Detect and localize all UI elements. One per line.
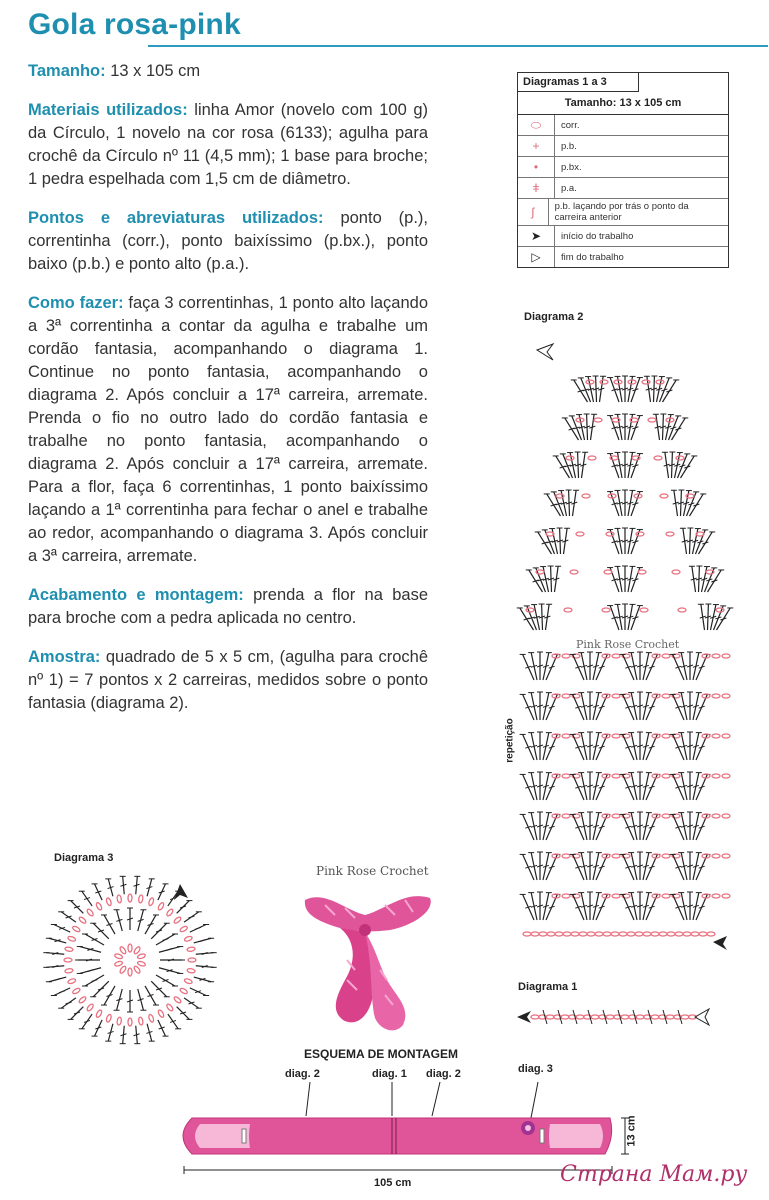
chain-stitch-mark: [546, 1015, 554, 1019]
chain-stitch-mark: [702, 854, 710, 858]
chain-stitch-mark: [652, 734, 660, 738]
chain-stitch-mark: [588, 456, 596, 460]
chain-stitch-mark: [722, 854, 730, 858]
chain-stitch-mark: [678, 608, 686, 612]
chain-stitch-mark: [106, 1014, 112, 1023]
chain-stitch-mark: [612, 894, 620, 898]
legend-caption: Diagramas 1 a 3: [518, 73, 639, 92]
chain-stitch-mark: [86, 908, 94, 917]
chain-stitch-mark: [640, 608, 648, 612]
chain-stitch-mark: [702, 654, 710, 658]
chain-stitch-mark: [187, 968, 196, 973]
legend-row: [518, 115, 728, 136]
chain-stitch-mark: [660, 494, 668, 498]
legend-row: [518, 178, 728, 199]
chain-stitch-mark: [612, 734, 620, 738]
chain-stitch-mark: [652, 854, 660, 858]
chain-stitch-mark: [552, 654, 560, 658]
scarf-photo: [285, 870, 445, 1040]
chain-stitch-mark: [184, 936, 193, 942]
chain-stitch-mark: [612, 694, 620, 698]
chain-stitch-mark: [576, 1015, 584, 1019]
chain-stitch-mark: [552, 814, 560, 818]
back-loop-icon: ʃ: [518, 199, 549, 225]
chain-stitch-mark: [552, 694, 560, 698]
chain-stitch-mark: [562, 854, 570, 858]
chain-stitch-mark: [591, 1015, 599, 1019]
chain-stitch-mark: [611, 932, 619, 936]
chain-stitch-mark: [552, 734, 560, 738]
legend-row: [518, 136, 728, 157]
chain-stitch-mark: [699, 932, 707, 936]
chain-stitch-mark: [722, 694, 730, 698]
chain-stitch-mark: [552, 894, 560, 898]
chain-stitch-mark: [114, 961, 123, 967]
chain-stitch-mark: [562, 814, 570, 818]
chain-stitch-mark: [643, 932, 651, 936]
chain-stitch-mark: [602, 814, 610, 818]
howto-heading: Como fazer:: [28, 294, 124, 312]
photo-caption: Pink Rose Crochet: [316, 864, 429, 878]
diagram-1-chart: [515, 1000, 715, 1030]
scheme-label-diag3: diag. 3: [518, 1063, 553, 1075]
chain-stitch-mark: [179, 987, 188, 994]
chain-stitch-mark: [602, 694, 610, 698]
chain-stitch-mark: [683, 932, 691, 936]
chain-stitch-mark: [570, 570, 578, 574]
chain-stitch-mark: [562, 654, 570, 658]
chain-stitch-mark: [702, 774, 710, 778]
double-crochet-bar: [91, 980, 97, 982]
materials-paragraph: [28, 99, 428, 191]
chain-stitch-mark: [702, 894, 710, 898]
chain-stitch-mark: [179, 925, 188, 932]
chain-stitch-mark: [712, 654, 720, 658]
chain-stitch-mark: [563, 932, 571, 936]
page-title: Gola rosa-pink: [28, 8, 241, 41]
chain-stitch-mark: [681, 1015, 689, 1019]
howto-paragraph: [28, 292, 428, 568]
chain-stitch-mark: [576, 532, 584, 536]
chain-stitch-mark: [138, 1017, 143, 1026]
chain-stitch-mark: [128, 894, 132, 902]
chain-stitch-mark: [662, 814, 670, 818]
chain-stitch-mark: [619, 932, 627, 936]
chain-stitch-mark: [72, 925, 81, 932]
chain-stitch-mark: [651, 1015, 659, 1019]
chain-stitch-mark: [67, 978, 76, 984]
legend-text: início do trabalho: [561, 230, 634, 242]
chain-stitch-mark: [707, 932, 715, 936]
legend-row: [518, 199, 728, 226]
chain-stitch-mark: [552, 854, 560, 858]
chain-stitch-mark: [652, 654, 660, 658]
chain-stitch-mark: [604, 570, 612, 574]
chain-stitch-mark: [651, 932, 659, 936]
legend-text: p.b.: [561, 140, 577, 152]
single-crochet-icon: +: [518, 136, 555, 156]
chain-stitch-mark: [648, 418, 656, 422]
chain-stitch-mark: [662, 854, 670, 858]
chain-stitch-mark: [722, 734, 730, 738]
site-logo: Страна Мам.ру: [560, 1162, 748, 1187]
chain-stitch-mark: [642, 380, 650, 384]
chain-stitch-mark: [712, 774, 720, 778]
chain-stitch-mark: [119, 946, 127, 955]
chain-stitch-mark: [128, 944, 132, 952]
chain-stitch-mark: [702, 694, 710, 698]
title-rule: [148, 45, 768, 47]
legend-text: p.b. laçando por trás o ponto da carreira anterior: [554, 201, 689, 223]
chain-stitch-mark: [602, 654, 610, 658]
instructions-column: [28, 60, 428, 731]
diagram-1-label: Diagrama 1: [518, 981, 578, 993]
chain-stitch-mark: [157, 1009, 164, 1018]
end-arrow-icon: [537, 344, 553, 360]
chain-stitch-mark: [187, 947, 196, 952]
chain-stitch-mark: [595, 932, 603, 936]
chain-stitch-mark: [636, 532, 644, 536]
chain-stitch-mark: [586, 380, 594, 384]
chain-stitch-mark: [652, 694, 660, 698]
chain-stitch-mark: [188, 958, 196, 962]
chain-stitch-mark: [566, 456, 574, 460]
chain-stitch-mark: [722, 814, 730, 818]
chain-stitch-mark: [666, 1015, 674, 1019]
legend-text: p.a.: [561, 182, 577, 194]
chain-stitch-mark: [582, 494, 590, 498]
stitches-paragraph: [28, 207, 428, 276]
gauge-text: quadrado de 5 x 5 cm, (agulha para crochê nº 1) = 7 pontos x 2 carreiras, medidos sobre o ponto fantasia (diagrama 2).: [28, 648, 428, 712]
chain-stitch-mark: [712, 894, 720, 898]
chain-stitch-mark: [621, 1015, 629, 1019]
chain-stitch-mark: [672, 570, 680, 574]
diagram-2-label: Diagrama 2: [524, 311, 584, 323]
chain-stitch-mark: [128, 968, 132, 976]
chain-stitch-mark: [562, 894, 570, 898]
chain-stitch-mark: [587, 932, 595, 936]
gauge-heading: Amostra:: [28, 648, 101, 666]
finishing-paragraph: [28, 584, 428, 630]
chain-stitch-mark: [606, 1015, 614, 1019]
chain-stitch-mark: [133, 946, 141, 955]
chain-stitch-mark: [579, 932, 587, 936]
chain-stitch-mark: [712, 694, 720, 698]
chain-stitch-mark: [173, 996, 182, 1004]
chain-stitch-mark: [722, 654, 730, 658]
chain-stitch-mark: [166, 1003, 174, 1012]
chain-stitch-mark: [627, 932, 635, 936]
chain-stitch-mark: [138, 895, 143, 904]
legend-table: [517, 72, 729, 268]
legend-row: [518, 247, 728, 267]
diagram-3-chart: [40, 870, 220, 1050]
chain-stitch-mark: [666, 532, 674, 536]
chain-stitch-mark: [552, 774, 560, 778]
chain-stitch-mark: [659, 932, 667, 936]
chain-stitch-mark: [78, 916, 87, 924]
chain-stitch-mark: [654, 456, 662, 460]
chain-stitch-mark: [166, 908, 174, 917]
chain-stitch-mark: [571, 932, 579, 936]
chain-stitch-mark: [117, 1017, 122, 1026]
double-crochet-bar: [195, 927, 201, 929]
legend-text: p.bx.: [561, 161, 582, 173]
chain-stitch-mark: [137, 953, 146, 959]
chain-stitch-mark: [65, 968, 74, 973]
chain-stitch-mark: [526, 608, 534, 612]
chain-stitch-mark: [652, 894, 660, 898]
chain-stitch-mark: [65, 947, 74, 952]
start-arrow-icon: [174, 884, 188, 900]
chain-stitch-mark: [716, 608, 724, 612]
chain-stitch-mark: [662, 774, 670, 778]
chain-stitch-mark: [702, 814, 710, 818]
chain-stitch-mark: [562, 774, 570, 778]
chain-stitch-mark: [531, 1015, 539, 1019]
chain-stitch-mark: [612, 854, 620, 858]
chain-stitch-mark: [594, 418, 602, 422]
materials-text: linha Amor (novelo com 100 g) da Círculo, 1 novelo na cor rosa (6133); agulha para crochê da Círculo nº 11 (4,5 mm); 1 base para broche; 1 pedra espelhada com 1,5 cm de diâmetro.: [28, 101, 429, 188]
chain-stitch-mark: [67, 936, 76, 942]
chain-stitch-mark: [95, 1009, 102, 1018]
scheme-width-label: 105 cm: [374, 1177, 412, 1189]
gauge-paragraph: [28, 646, 428, 715]
legend-text: fim do trabalho: [561, 251, 624, 263]
double-crochet-icon: ǂ: [518, 178, 555, 198]
size-paragraph: [28, 60, 428, 83]
size-text: 13 x 105 cm: [105, 62, 201, 80]
assembly-scheme-title: ESQUEMA DE MONTAGEM: [304, 1047, 459, 1061]
chain-stitch-mark: [133, 965, 141, 974]
chain-stitch-mark: [555, 932, 563, 936]
scheme-label-diag1: diag. 1: [372, 1068, 407, 1080]
chain-stitch-mark: [173, 916, 182, 924]
chain-stitch-mark: [722, 894, 730, 898]
materials-heading: Materiais utilizados:: [28, 101, 188, 119]
chain-stitch-mark: [562, 694, 570, 698]
chain-stitch-mark: [662, 694, 670, 698]
chain-stitch-mark: [117, 895, 122, 904]
chain-stitch-mark: [128, 1018, 132, 1026]
repeat-label: repetição: [504, 718, 516, 763]
chain-stitch-mark: [602, 734, 610, 738]
chain-stitch-mark: [676, 456, 684, 460]
chain-stitch-mark: [636, 1015, 644, 1019]
scheme-label-diag2-left: diag. 2: [285, 1068, 320, 1080]
scheme-label-diag2-right: diag. 2: [426, 1068, 461, 1080]
chain-stitch-mark: [523, 932, 531, 936]
scheme-height-label: 13 cm: [625, 1115, 638, 1147]
chain-stitch-mark: [157, 902, 164, 911]
legend-text: corr.: [561, 119, 580, 131]
chain-stitch-mark: [652, 814, 660, 818]
legend-size: Tamanho: 13 x 105 cm: [518, 92, 728, 115]
chain-stitch-mark: [656, 380, 664, 384]
chain-stitch-mark: [119, 965, 127, 974]
start-arrow-icon: [517, 1011, 531, 1023]
chain-stitch-mark: [148, 1014, 154, 1023]
chain-stitch-mark: [602, 894, 610, 898]
chain-stitch-mark: [564, 608, 572, 612]
finishing-text: prenda a flor na base para broche com a pedra aplicada no centro.: [28, 586, 429, 627]
chain-stitch-mark: [662, 734, 670, 738]
start-arrow-icon: [713, 936, 727, 950]
stitches-text: ponto (p.), correntinha (corr.), ponto baixíssimo (p.bx.), ponto baixo (p.b.) e ponto alto (p.a.).: [28, 209, 428, 273]
chain-stitch-mark: [662, 654, 670, 658]
chain-stitch-mark: [562, 734, 570, 738]
chain-stitch-mark: [114, 953, 123, 959]
chain-stitch-mark: [539, 932, 547, 936]
chain-stitch-mark: [662, 894, 670, 898]
diagram-watermark: Pink Rose Crochet: [576, 638, 680, 651]
chain-stitch-mark: [547, 932, 555, 936]
chain-stitch-mark: [602, 774, 610, 778]
chain-stitch-mark: [95, 902, 102, 911]
chain-stitch-mark: [652, 774, 660, 778]
chain-stitch-mark: [184, 978, 193, 984]
chain-stitch-mark: [600, 380, 608, 384]
chain-stitch-mark: [531, 932, 539, 936]
chain-stitch-mark: [638, 570, 646, 574]
legend-row: [518, 157, 728, 178]
legend-row: [518, 226, 728, 247]
end-arrow-icon: ▷: [518, 247, 555, 267]
finishing-heading: Acabamento e montagem:: [28, 586, 244, 604]
double-crochet-bar: [163, 939, 169, 941]
chain-stitch-mark: [148, 897, 154, 906]
diagram-3-label: Diagrama 3: [54, 852, 114, 864]
chain-stitch-mark: [64, 958, 72, 962]
chain-stitch-mark: [712, 734, 720, 738]
chain-stitch-mark: [86, 1003, 94, 1012]
slip-stitch-icon: •: [518, 157, 555, 177]
stitches-heading: Pontos e abreviaturas utilizados:: [28, 209, 324, 227]
chain-stitch-mark: [691, 932, 699, 936]
chain-stitch-mark: [712, 854, 720, 858]
chain-stitch-mark: [712, 814, 720, 818]
chain-stitch-mark: [606, 532, 614, 536]
chain-stitch-mark: [675, 932, 683, 936]
chain-stitch-mark: [602, 608, 610, 612]
size-heading: Tamanho:: [28, 62, 106, 80]
chain-stitch-mark: [137, 961, 146, 967]
chain-stitch-mark: [635, 932, 643, 936]
chain-stitch-mark: [602, 854, 610, 858]
chain-stitch-mark: [561, 1015, 569, 1019]
start-arrow-icon: ➤: [518, 226, 555, 246]
howto-text: faça 3 correntinhas, 1 ponto alto laçando a 3ª correntinha a contar da agulha e trabalhe um cordão fantasia, acompanhando o diagrama 1. Continue no ponto fantasia, acompanhando o diagrama 2. Após concluir a 17ª carreira, arremate. Prenda o fio no outro lado do cordão fantasia e trabalhe no ponto fantasia, acompanhando o diagrama 2. Após concluir a 17ª carreira, arremate. Para a flor, faça 6 correntinhas, 1 ponto baixíssimo laçando a 1ª correntinha para fechar o anel e trabalhe ao redor, acompanhando o diagrama 3. Após concluir a 3ª carreira, arremate.: [28, 294, 428, 565]
chain-stitch-mark: [612, 814, 620, 818]
chain-symbol-icon: ⬭: [518, 115, 555, 135]
chain-stitch-mark: [722, 774, 730, 778]
chain-stitch-mark: [667, 932, 675, 936]
chain-stitch-mark: [78, 996, 87, 1004]
chain-stitch-mark: [72, 987, 81, 994]
double-crochet-bar: [59, 991, 65, 993]
chain-stitch-mark: [603, 932, 611, 936]
chain-stitch-mark: [106, 897, 112, 906]
chain-stitch-mark: [702, 734, 710, 738]
chain-stitch-mark: [612, 774, 620, 778]
chain-stitch-mark: [612, 654, 620, 658]
